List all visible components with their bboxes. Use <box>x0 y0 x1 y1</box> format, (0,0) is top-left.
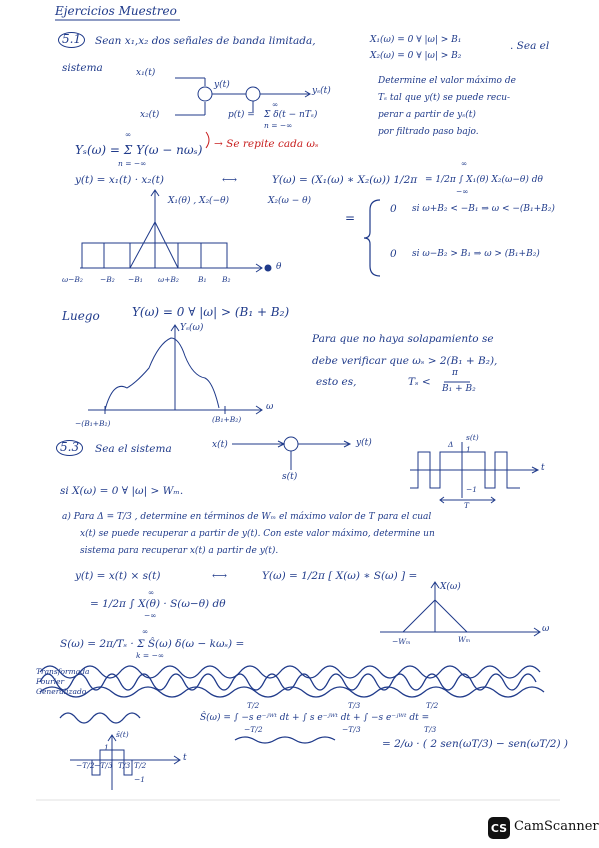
plot1-tick-2: −B₁ <box>128 275 143 284</box>
small-plot-top: 1 <box>104 743 109 752</box>
sys51-input-2: x₂(t) <box>140 110 160 120</box>
plot3-left-tick: −Wₘ <box>392 637 411 646</box>
ex51-question-3: perar a partir de yₛ(t) <box>378 110 476 120</box>
conclusion-line-2: debe verificar que ωₛ > 2(B₁ + B₂), <box>312 355 498 367</box>
plot2-right-tick: (B₁+B₂) <box>212 415 242 424</box>
camscanner-brand: CamScanner <box>514 819 599 834</box>
conclusion-line-1: Para que no haya solapamiento se <box>312 333 494 345</box>
ex51-cond-1: X₁(ω) = 0 ∀ |ω| > B₁ <box>370 35 462 45</box>
ex51-statement-1: Sean x₁,x₂ dos señales de banda limitada, <box>95 35 316 47</box>
ex53-condition: si X(ω) = 0 ∀ |ω| > Wₘ. <box>60 485 184 497</box>
ys-lim-bot: n = −∞ <box>118 159 147 168</box>
sys51-mid-label: y(t) <box>214 80 230 90</box>
case-equals: = <box>345 211 356 225</box>
plot1-label-a: X₁(θ) , X₂(−θ) <box>168 196 230 206</box>
conclusion-ts: Tₛ < <box>408 376 431 388</box>
margin-note-3: Generalizado <box>36 687 87 696</box>
red-annotation: → Se repite cada ωₛ <box>214 138 319 150</box>
eq4-lim-0: T/2 <box>247 701 260 710</box>
sys51-p-lim-top: ∞ <box>272 100 279 109</box>
y-eq-right: = 1/2π ∫ X₁(θ) X₂(ω−θ) dθ <box>425 175 543 185</box>
exercise-number-5-1: 5.1 <box>58 32 85 48</box>
eq4-lim-1: −T/2 <box>244 725 263 734</box>
ys-equation: Yₛ(ω) = Σ Y(ω − nωₛ) <box>75 143 203 157</box>
ex53-a-line-3: sistema para recuperar x(t) a partir de y(t). <box>80 546 279 556</box>
eq2-top: ∞ <box>148 588 155 597</box>
camscanner-logo-icon: CS <box>488 817 510 839</box>
eq4-lim-4: T/2 <box>426 701 439 710</box>
eq2-bot: −∞ <box>144 611 157 620</box>
ex51-statement-2: sistema <box>62 62 103 74</box>
sys53-input: x(t) <box>212 440 228 450</box>
eq1-arrow: ⟷ <box>212 570 228 582</box>
eq4-lim-3: −T/3 <box>342 725 361 734</box>
luego-word: Luego <box>62 309 100 323</box>
small-plot-tick-0: −T/2 <box>76 761 95 770</box>
y-eq-arrow: ⟷ <box>222 174 238 186</box>
margin-note-1: Transformada <box>36 667 90 676</box>
plot2-label: Yₛ(ω) <box>180 323 204 333</box>
conclusion-denominator: B₁ + B₂ <box>442 384 476 394</box>
ex51-cond-2: X₂(ω) = 0 ∀ |ω| > B₂ <box>370 51 462 61</box>
plot1-tick-3: ω+B₂ <box>158 275 179 284</box>
sys53-diagram <box>232 437 350 470</box>
plot2-left-tick: −(B₁+B₂) <box>75 419 111 428</box>
conclusion-line-3: esto es, <box>316 376 357 388</box>
sq-delta: Δ <box>448 440 454 449</box>
ex51-question-1: Determine el valor máximo de <box>378 76 516 86</box>
eq4-lim-5: T/3 <box>424 725 437 734</box>
sys51-p-lim-bot: n = −∞ <box>264 121 293 130</box>
brace <box>364 200 380 276</box>
eq4: Ŝ(ω) = ∫ −s e⁻ʲᵂᵗ dt + ∫ s e⁻ʲᵂᵗ dt + ∫ −s e⁻ʲᵂᵗ dt = <box>200 713 430 723</box>
y-eq-mid: Y(ω) = (X₁(ω) ∗ X₂(ω)) 1/2π <box>272 174 418 186</box>
plot1-label-b: X₂(ω − θ) <box>268 196 312 206</box>
plot1-tick-1: −B₂ <box>100 275 115 284</box>
small-plot-label: ŝ(t) <box>116 730 129 739</box>
plot1-tick-0: ω−B₂ <box>62 275 83 284</box>
sq-axis: t <box>541 463 545 473</box>
small-plot-axis: t <box>183 753 187 763</box>
small-plot-tick-2: T/3 <box>118 761 131 770</box>
sys51-p: p(t) = <box>228 110 255 120</box>
sq-top: 1 <box>466 445 471 454</box>
plot1-tick-5: B₂ <box>222 275 231 284</box>
ex53-a-line-1: a) Para Δ = T/3 , determine en términos de Wₘ el máximo valor de T para el cual <box>62 512 432 522</box>
eq2: = 1/2π ∫ X(θ) · S(ω−θ) dθ <box>90 598 226 610</box>
plot1-tick-4: B₁ <box>198 275 207 284</box>
ex51-question-4: por filtrado paso bajo. <box>378 127 479 137</box>
int-bot: −∞ <box>456 187 469 196</box>
y-eq-left: y(t) = x₁(t) · x₂(t) <box>75 174 164 186</box>
plot2 <box>88 325 262 414</box>
sys53-s: s(t) <box>282 472 298 482</box>
ex53-statement: Sea el sistema <box>95 443 172 455</box>
eq4-lim-2: T/3 <box>348 701 361 710</box>
ex51-question-2: Tₛ tal que y(t) se puede recu- <box>378 93 511 103</box>
ex53-a-line-2: x(t) se puede recuperar a partir de y(t). Con este valor máximo, determine un <box>80 529 435 539</box>
plot1-axis-label: θ <box>276 262 282 272</box>
eq1-left: y(t) = x(t) × s(t) <box>75 570 161 582</box>
plot3-label: X(ω) <box>440 582 461 592</box>
eq3-top: ∞ <box>142 627 149 636</box>
eq5: = 2/ω · ( 2 sen(ωT/3) − sen(ωT/2) ) <box>382 738 568 750</box>
plot3-right-tick: Wₘ <box>458 635 471 644</box>
page-title: Ejercicios Muestreo <box>55 4 177 18</box>
red-bracket <box>206 132 209 148</box>
luego-eq: Y(ω) = 0 ∀ |ω| > (B₁ + B₂) <box>132 305 290 319</box>
sys53-output: y(t) <box>356 438 372 448</box>
eq3: S(ω) = 2π/Tₛ · Σ Ŝ(ω) δ(ω − kωₛ) = <box>60 638 245 650</box>
sq-T: T <box>464 501 470 510</box>
plot3-axis: ω <box>542 624 550 634</box>
small-plot-tick-1: −T/3 <box>94 761 113 770</box>
conclusion-numerator: π <box>452 368 458 378</box>
case-2-val: 0 <box>390 248 397 260</box>
sq-label: s(t) <box>466 433 479 442</box>
small-plot-tick-3: T/2 <box>134 761 147 770</box>
margin-note-2: Fourier <box>36 677 65 686</box>
sys51-input-1: x₁(t) <box>136 68 156 78</box>
eq1-right: Y(ω) = 1/2π [ X(ω) ∗ S(ω) ] = <box>262 570 418 582</box>
case-1-val: 0 <box>390 203 397 215</box>
sq-bot: −1 <box>466 485 478 494</box>
case-1-cond: si ω+B₂ < −B₁ ⇒ ω < −(B₁+B₂) <box>412 204 555 214</box>
small-plot-bot: −1 <box>134 775 146 784</box>
ys-lim-top: ∞ <box>125 130 132 139</box>
exercise-number-5-3: 5.3 <box>56 440 83 456</box>
plot2-axis-label: ω <box>266 402 274 412</box>
eq3-bot: k = −∞ <box>136 651 165 660</box>
case-2-cond: si ω−B₂ > B₁ ⇒ ω > (B₁+B₂) <box>412 249 540 259</box>
int-top: ∞ <box>461 159 468 168</box>
sys51-p-sum: Σ δ(t − nTₛ) <box>264 110 318 120</box>
ex51-statement-tail: . Sea el <box>510 40 550 52</box>
sys51-output: yₛ(t) <box>312 86 331 96</box>
